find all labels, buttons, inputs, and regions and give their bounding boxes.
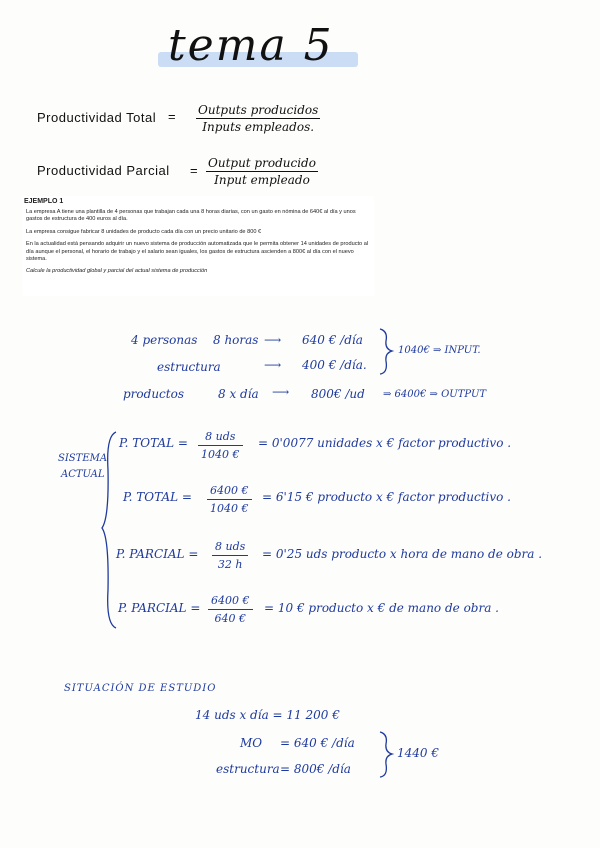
brace-icon <box>378 327 398 377</box>
fraction-bar <box>212 555 248 556</box>
ratio-result: = 0'25 uds producto x hora de mano de obra . <box>262 547 543 561</box>
equals-sign: = <box>168 109 176 124</box>
estudio-label: estructura <box>216 762 280 776</box>
formula-partial-label: Productividad Parcial <box>37 163 170 178</box>
ratio-label: P. PARCIAL = <box>116 547 199 561</box>
example-paragraph: En la actualidad está pensando adquirir un nuevo sistema de producción automatizada que le permita obtener 14 unidades de producto al día aunque el personal, el horario de trabajo y el salario sean iguales, los gastos de estructura ascienden a 800€ al día con el nuevo sistema. <box>26 241 369 263</box>
note-productos-total: ⇒ 6400€ ⇒ OUTPUT <box>383 389 487 400</box>
formula-total-label: Productividad Total <box>37 110 157 125</box>
example-box <box>22 196 374 296</box>
note-personas: 4 personas <box>131 333 198 347</box>
estudio-label: MO <box>240 736 263 750</box>
ratio-result: = 10 € producto x € de mano de obra . <box>264 601 499 615</box>
estudio-value: = 640 € /día <box>280 736 355 750</box>
fraction-bar <box>208 609 253 610</box>
ratio-label: P. TOTAL = <box>119 436 188 450</box>
brace-icon <box>378 730 398 780</box>
sistema-label: ACTUAL <box>61 469 105 480</box>
note-personas-value: 640 € /día <box>302 333 363 347</box>
estudio-heading: SITUACIÓN DE ESTUDIO <box>64 683 217 694</box>
ratio-denominator: 640 € <box>214 612 246 625</box>
sistema-label: SISTEMA <box>58 453 108 464</box>
ratio-fraction <box>212 540 248 571</box>
arrow-icon: ⟶ <box>264 358 282 372</box>
ratio-denominator: 1040 € <box>201 448 240 461</box>
estudio-total: 1440 € <box>397 746 439 760</box>
formula-partial-fraction <box>206 156 318 187</box>
arrow-icon: ⟶ <box>264 333 282 347</box>
ratio-fraction <box>208 594 253 625</box>
ratio-label: P. TOTAL = <box>123 490 192 504</box>
fraction-bar <box>196 118 320 119</box>
formula-partial-numerator: Output producido <box>208 156 316 170</box>
example-heading: EJEMPLO 1 <box>24 198 64 205</box>
note-productos-calc: 8 x día <box>218 387 259 401</box>
ratio-label: P. PARCIAL = <box>118 601 201 615</box>
ratio-result: = 6'15 € producto x € factor productivo . <box>262 490 511 504</box>
note-productos-value: 800€ /ud <box>311 387 365 401</box>
formula-total-fraction <box>196 103 320 134</box>
formula-total-numerator: Outputs producidos <box>198 103 319 117</box>
example-paragraph: La empresa A tiene una plantilla de 4 personas que trabajan cada una 8 horas diarias, con un gasto en nómina de 640€ al día y unos gastos de estructura de 400 euros al día. <box>26 209 356 223</box>
ratio-denominator: 32 h <box>217 558 243 571</box>
ratio-result: = 0'0077 unidades x € factor productivo . <box>258 436 512 450</box>
estudio-value: = 800€ /día <box>280 762 351 776</box>
note-input: 1040€ ⇒ INPUT. <box>398 345 481 356</box>
ratio-numerator: 8 uds <box>205 430 236 443</box>
ratio-denominator: 1040 € <box>210 502 249 515</box>
note-estructura: estructura <box>157 360 221 374</box>
page-title: tema 5 <box>168 20 334 71</box>
ratio-numerator: 8 uds <box>215 540 246 553</box>
example-paragraph: La empresa consigue fabricar 8 unidades de producto cada día con un precio unitario de 800 € <box>26 228 262 235</box>
ratio-numerator: 6400 € <box>210 484 249 497</box>
arrow-icon: ⟶ <box>272 385 290 399</box>
note-productos: productos <box>123 387 184 401</box>
example-question: Calcule la productividad global y parcial del actual sistema de producción <box>26 268 208 275</box>
fraction-bar <box>207 499 252 500</box>
fraction-bar <box>206 171 318 172</box>
note-horas: 8 horas <box>213 333 259 347</box>
note-estructura-value: 400 € /día. <box>302 358 367 372</box>
formula-total-denominator: Inputs empleados. <box>202 120 315 134</box>
formula-partial-denominator: Input empleado <box>214 173 310 187</box>
ratio-fraction <box>198 430 243 461</box>
ratio-numerator: 6400 € <box>211 594 250 607</box>
estudio-line: 14 uds x día = 11 200 € <box>195 708 340 722</box>
brace-icon <box>100 430 120 630</box>
equals-sign: = <box>190 163 198 178</box>
ratio-fraction <box>207 484 252 515</box>
fraction-bar <box>198 445 243 446</box>
